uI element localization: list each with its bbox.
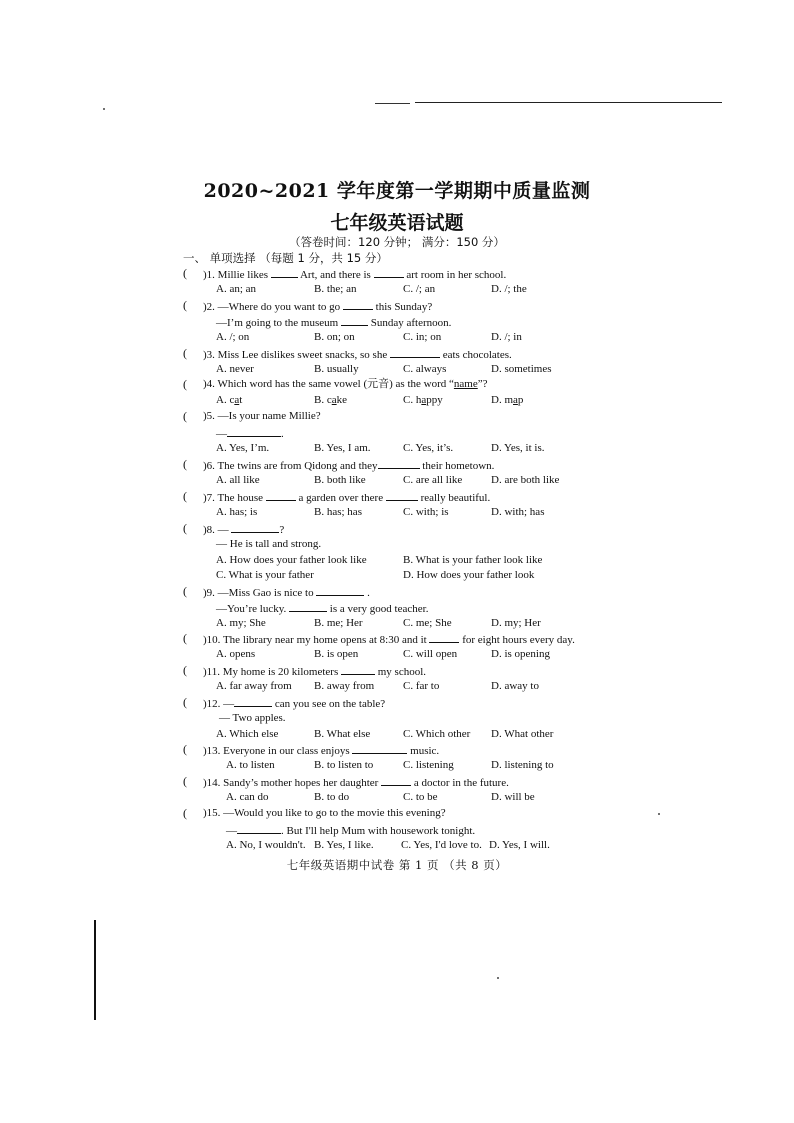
question-11: )11. My home is 20 kilometers my school.: [203, 666, 427, 678]
question-7: )7. The house a garden over there really beautiful.: [203, 492, 491, 504]
answer-blank: [289, 601, 327, 612]
option-b: B. is open: [314, 648, 359, 660]
answer-blank: [386, 490, 418, 501]
option-b: B. the; an: [314, 283, 357, 295]
option-d: D. my; Her: [491, 617, 541, 629]
option-c: C. me; She: [403, 617, 452, 629]
answer-paren: (: [183, 457, 187, 471]
option-d: D. Yes, I will.: [489, 839, 550, 851]
option-b: B. on; on: [314, 331, 355, 343]
option-c: C. in; on: [403, 331, 442, 343]
answer-blank: [316, 585, 364, 596]
question-3: )3. Miss Lee dislikes sweet snacks, so she eats chocolates.: [203, 349, 512, 361]
question-1: )1. Millie likes Art, and there is art room in her school.: [203, 269, 507, 281]
option-b: B. to do: [314, 791, 350, 803]
section-heading: 一、 单项选择 （每题 1 分，共 15 分）: [183, 251, 388, 265]
scan-speck: [658, 813, 660, 815]
option-c: C. What is your father: [216, 569, 314, 581]
option-b: B. has; has: [314, 506, 362, 518]
answer-blank: [352, 743, 407, 754]
answer-paren: (: [183, 663, 187, 677]
header-rule-long: [415, 102, 722, 103]
option-a: A. to listen: [226, 759, 275, 771]
answer-paren: (: [183, 409, 187, 423]
option-d: D. /; in: [491, 331, 522, 343]
option-a: A. cat: [216, 394, 243, 406]
option-b: B. me; Her: [314, 617, 363, 629]
question-13: )13. Everyone in our class enjoys music.: [203, 745, 440, 757]
option-c: C. always: [403, 363, 447, 375]
answer-blank: [378, 458, 420, 469]
option-c: C. far to: [403, 680, 440, 692]
option-c: C. will open: [403, 648, 458, 660]
option-a: A. my; She: [216, 617, 266, 629]
option-d: D. is opening: [491, 648, 550, 660]
question-10: )10. The library near my home opens at 8:30 and it for eight hours every day.: [203, 634, 575, 646]
answer-blank: [429, 632, 459, 643]
question-2-line-2: —I’m going to the museum Sunday afternoon.: [216, 317, 452, 329]
option-a: A. far away from: [216, 680, 292, 692]
scan-speck: [497, 977, 499, 979]
question-14: )14. Sandy’s mother hopes her daughter a doctor in the future.: [203, 777, 509, 789]
question-5-line-2: — .: [216, 428, 284, 440]
question-12-line-2: — Two apples.: [219, 712, 286, 724]
option-b: B. What else: [314, 728, 371, 740]
question-8: )8. — ?: [203, 524, 285, 536]
option-d: D. How does your father look: [403, 569, 535, 581]
question-15-line-2: — . But I'll help Mum with housework tonight.: [226, 825, 476, 837]
option-b: B. both like: [314, 474, 366, 486]
answer-blank: [343, 299, 373, 310]
option-b: B. away from: [314, 680, 375, 692]
option-a: A. all like: [216, 474, 260, 486]
option-d: D. Yes, it is.: [491, 442, 545, 454]
option-a: A. never: [216, 363, 254, 375]
question-8-line-2: — He is tall and strong.: [216, 538, 322, 550]
header-rule-short: [375, 103, 410, 104]
exam-subtitle: 七年级英语试题: [330, 212, 464, 234]
answer-blank: [231, 522, 279, 533]
question-2: )2. —Where do you want to go this Sunday?: [203, 301, 433, 313]
question-6: )6. The twins are from Qidong and they their hometown.: [203, 460, 495, 472]
answer-paren: (: [183, 584, 187, 598]
answer-paren: (: [183, 521, 187, 535]
exam-info: （答卷时间：120 分钟； 满分：150 分）: [289, 235, 505, 249]
question-15: )15. —Would you like to go to the movie this evening?: [203, 807, 446, 819]
answer-paren: (: [183, 742, 187, 756]
option-b: B. What is your father look like: [403, 554, 543, 566]
exam-title: 2020~2021 学年度第一学期期中质量监测: [203, 180, 591, 202]
answer-blank: [381, 775, 411, 786]
option-b: B. usually: [314, 363, 359, 375]
option-d: D. map: [491, 394, 524, 406]
answer-blank: [341, 315, 368, 326]
option-d: D. What other: [491, 728, 554, 740]
option-c: C. are all like: [403, 474, 463, 486]
answer-blank: [234, 696, 272, 707]
option-d: D. away to: [491, 680, 539, 692]
answer-paren: (: [183, 631, 187, 645]
option-b: B. Yes, I like.: [314, 839, 374, 851]
page-footer: 七年级英语期中试卷 第 1 页 （共 8 页）: [286, 858, 508, 872]
question-9: )9. —Miss Gao is nice to .: [203, 587, 370, 599]
option-b: B. Yes, I am.: [314, 442, 371, 454]
option-c: C. happy: [403, 394, 443, 406]
option-a: A. opens: [216, 648, 256, 660]
answer-blank: [271, 267, 298, 278]
answer-blank: [374, 267, 404, 278]
option-a: A. has; is: [216, 506, 258, 518]
answer-paren: (: [183, 489, 187, 503]
answer-blank: [390, 347, 440, 358]
answer-paren: (: [183, 774, 187, 788]
option-d: D. with; has: [491, 506, 545, 518]
answer-paren: (: [183, 695, 187, 709]
answer-blank: [266, 490, 296, 501]
option-c: C. Yes, I'd love to.: [401, 839, 482, 851]
question-4: )4. Which word has the same vowel (元音) as the word “name”?: [203, 378, 488, 390]
question-9-line-2: —You’re lucky. is a very good teacher.: [216, 603, 429, 615]
option-c: C. with; is: [403, 506, 449, 518]
option-c: C. to be: [403, 791, 438, 803]
option-d: D. listening to: [491, 759, 554, 771]
option-a: A. can do: [226, 791, 269, 803]
answer-paren: (: [183, 266, 187, 280]
answer-blank: [227, 426, 281, 437]
question-5: )5. —Is your name Millie?: [203, 410, 321, 422]
option-d: D. will be: [491, 791, 535, 803]
answer-paren: (: [183, 298, 187, 312]
option-a: A. No, I wouldn't.: [226, 839, 306, 851]
answer-paren: (: [183, 346, 187, 360]
answer-paren: (: [183, 377, 187, 391]
option-a: A. How does your father look like: [216, 554, 367, 566]
option-c: C. Yes, it’s.: [403, 442, 454, 454]
question-12: )12. — can you see on the table?: [203, 698, 386, 710]
option-a: A. /; on: [216, 331, 250, 343]
binding-margin-bar: [94, 920, 96, 1020]
option-d: D. /; the: [491, 283, 527, 295]
option-d: D. are both like: [491, 474, 560, 486]
option-a: A. Yes, I’m.: [216, 442, 270, 454]
option-a: A. an; an: [216, 283, 257, 295]
option-d: D. sometimes: [491, 363, 552, 375]
answer-blank: [341, 664, 375, 675]
option-c: C. /; an: [403, 283, 436, 295]
answer-paren: (: [183, 806, 187, 820]
option-b: B. to listen to: [314, 759, 374, 771]
option-b: B. cake: [314, 394, 348, 406]
option-c: C. listening: [403, 759, 454, 771]
answer-blank: [237, 823, 281, 834]
scan-speck: [103, 108, 105, 110]
option-a: A. Which else: [216, 728, 279, 740]
option-c: C. Which other: [403, 728, 471, 740]
